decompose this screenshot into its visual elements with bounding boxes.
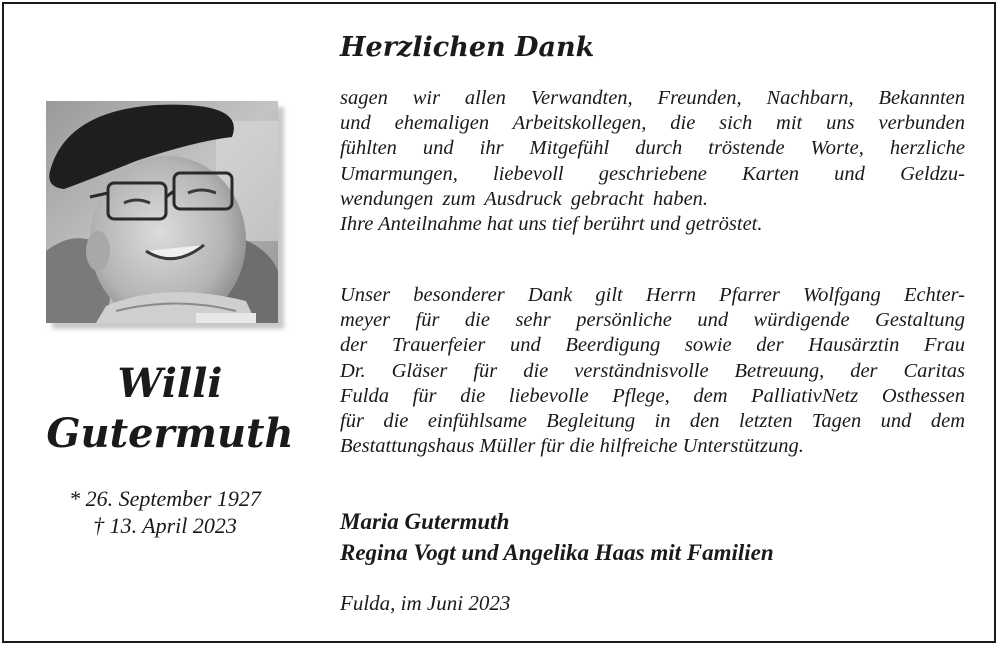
birth-date: * 26. September 1927 (69, 486, 261, 511)
portrait-image (46, 101, 278, 323)
paragraph-line: und ehemaligen Arbeitskollegen, die sich mit uns verbunden (340, 112, 965, 135)
paragraph-line: Bestattungshaus Müller für die hilfreiche Unterstützung. (340, 435, 804, 458)
paragraph-line: Dr. Gläser für die verständnisvolle Betreuung, der Caritas (340, 359, 965, 382)
signer-line: Maria Gutermuth (340, 509, 510, 534)
paragraph-line: Unser besonderer Dank gilt Herrn Pfarrer Wolfgang Echter- (340, 284, 965, 306)
paragraph-line: Ihre Anteilnahme hat uns tief berührt und getröstet. (340, 213, 763, 236)
paragraph-line: sagen wir allen Verwandten, Freunden, Nachbarn, Bekannten (340, 87, 965, 109)
paragraph-line: meyer für die sehr persönliche und würdigende Gestaltung (340, 309, 965, 332)
deceased-last-name: Gutermuth (46, 410, 294, 457)
paragraph-line: Umarmungen, liebevoll geschriebene Karten und Geldzu- (340, 162, 965, 185)
portrait-photo (46, 101, 278, 323)
paragraph-line: für die einfühlsame Begleitung in den letzten Tagen und dem (340, 410, 965, 433)
deceased-first-name: Willi (117, 360, 223, 407)
paragraph-line: fühlten und ihr Mitgefühl durch tröstende Worte, herzliche (340, 137, 965, 160)
thanks-paragraph-2 (340, 283, 965, 459)
death-date: † 13. April 2023 (93, 513, 237, 538)
paragraph-line: der Trauerfeier und Beerdigung sowie der Hausärztin Frau (340, 334, 965, 357)
place-date: Fulda, im Juni 2023 (340, 591, 511, 615)
portrait-illustration (46, 101, 278, 323)
thanks-paragraph-1 (340, 86, 965, 237)
notice-heading: Herzlichen Dank (340, 32, 595, 63)
paragraph-line: Fulda für die liebevolle Pflege, dem PalliativNetz Osthessen (340, 384, 965, 407)
signers-block (340, 506, 774, 568)
paragraph-line: wendungen zum Ausdruck gebracht haben. (340, 187, 709, 210)
signer-line: Regina Vogt und Angelika Haas mit Familien (340, 540, 774, 565)
